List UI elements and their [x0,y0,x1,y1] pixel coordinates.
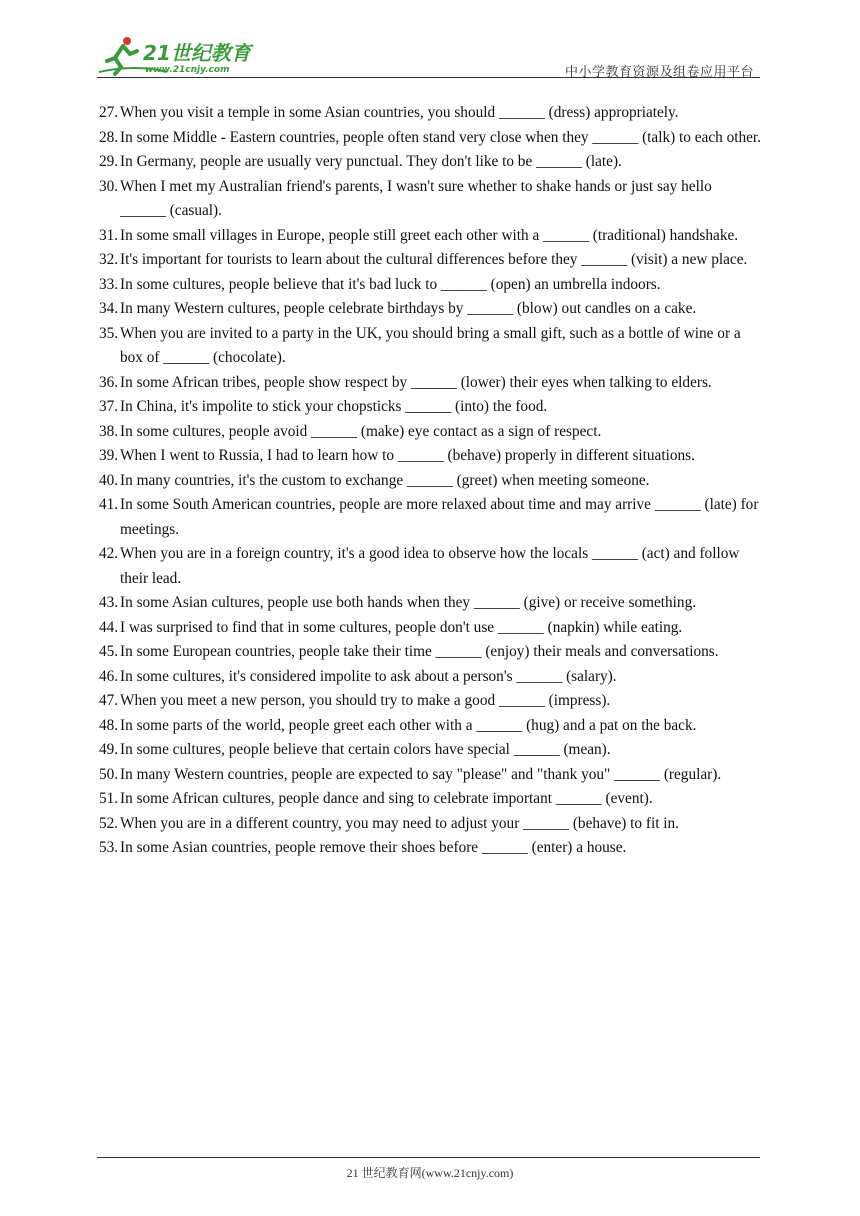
question-number: 31. [99,226,119,244]
question-text: In some African tribes, people show respect by ______ (lower) their eyes when talking to elders. [120,373,712,391]
question-item [99,273,761,298]
question-number: 47. [99,692,119,709]
question-number: 37. [99,398,119,415]
question-item [99,763,761,788]
question-number: 50. [99,765,119,783]
question-number: 48. [99,716,119,734]
question-number: 39. [99,447,119,464]
question-number: 33. [99,275,119,293]
question-number: 28. [99,128,119,146]
question-text: In some cultures, it's considered impolite to ask about a person's ______ (salary). [120,667,617,685]
question-text: In many countries, it's the custom to exchange ______ (greet) when meeting someone. [120,471,650,489]
question-item [99,126,761,151]
question-number: 43. [99,594,119,611]
question-item [99,469,761,494]
question-item [99,616,761,641]
question-item [99,224,761,249]
question-number: 46. [99,667,119,685]
question-number: 53. [99,839,119,856]
question-text: In some cultures, people believe that certain colors have special ______ (mean). [120,741,611,758]
logo-text: 21世纪教育 [143,41,251,65]
question-text: When I met my Australian friend's parents, I wasn't sure whether to shake hands or just say hello ______ (casual). [120,177,712,219]
question-item [99,591,761,616]
question-text: It's important for tourists to learn about the cultural differences before they ______ (visit) a new place. [120,251,748,268]
question-item [99,812,761,837]
question-item [99,738,761,763]
question-number: 41. [99,496,119,513]
question-number: 44. [99,618,119,636]
question-item [99,420,761,445]
question-number: 35. [99,324,119,342]
question-number: 29. [99,153,119,170]
question-number: 30. [99,177,119,195]
question-item [99,444,761,469]
question-text: When you are in a different country, you may need to adjust your ______ (behave) to fit in. [120,814,680,832]
question-text: In some Asian countries, people remove their shoes before ______ (enter) a house. [120,839,627,856]
question-item [99,371,761,396]
question-text: In some European countries, people take their time ______ (enjoy) their meals and conversations. [120,643,719,660]
footer-divider [97,1157,760,1158]
question-item [99,150,761,175]
question-item [99,248,761,273]
question-item [99,542,761,591]
question-item [99,665,761,690]
question-number: 38. [99,422,119,440]
question-text: In some Middle - Eastern countries, people often stand very close when they ______ (talk) to each other. [120,128,762,146]
question-number: 52. [99,814,119,832]
question-text: In some South American countries, people are more relaxed about time and may arrive ______ (late) for meetings. [120,496,759,538]
platform-name: 中小学教育资源及组卷应用平台 [564,65,754,80]
question-text: In some small villages in Europe, people still greet each other with a ______ (traditional) handshake. [120,226,739,244]
question-item [99,689,761,714]
question-text: In some Asian cultures, people use both hands when they ______ (give) or receive something. [120,594,697,611]
question-text: In China, it's impolite to stick your chopsticks ______ (into) the food. [120,398,548,415]
page-header [97,34,760,78]
question-number: 42. [99,545,119,562]
question-item [99,322,761,371]
page-footer: 21 世纪教育网(www.21cnjy.com) [346,1166,514,1180]
question-text: In many Western cultures, people celebrate birthdays by ______ (blow) out candles on a cake. [120,300,697,317]
question-number: 27. [99,104,119,121]
header-divider [97,77,760,78]
question-text: In some African cultures, people dance and sing to celebrate important ______ (event). [120,790,653,807]
question-number: 32. [99,251,119,268]
question-item [99,395,761,420]
question-number: 51. [99,790,119,807]
question-text: When you are invited to a party in the UK, you should bring a small gift, such as a bottle of wine or a box of ______ (chocolate). [120,324,741,366]
question-number: 34. [99,300,119,317]
question-text: In some cultures, people avoid ______ (make) eye contact as a sign of respect. [120,422,602,440]
question-number: 36. [99,373,119,391]
question-text: When I went to Russia, I had to learn how to ______ (behave) properly in different situations. [120,447,695,464]
question-list [99,101,761,861]
question-text: In some parts of the world, people greet each other with a ______ (hug) and a pat on the back. [120,716,697,734]
question-item [99,714,761,739]
question-text: In Germany, people are usually very punctual. They don't like to be ______ (late). [120,153,622,170]
question-number: 45. [99,643,119,660]
question-text: When you are in a foreign country, it's a good idea to observe how the locals ______ (act) and follow their lead. [120,545,740,587]
question-text: When you meet a new person, you should try to make a good ______ (impress). [120,692,611,709]
question-item [99,640,761,665]
question-number: 40. [99,471,119,489]
question-item [99,175,761,224]
question-item [99,836,761,861]
question-number: 49. [99,741,119,758]
question-text: In many Western countries, people are expected to say "please" and "thank you" ______ (regular). [120,765,722,783]
question-item [99,101,761,126]
question-item [99,787,761,812]
question-item [99,297,761,322]
question-text: When you visit a temple in some Asian countries, you should ______ (dress) appropriately. [120,104,679,121]
question-text: I was surprised to find that in some cultures, people don't use ______ (napkin) while eating. [120,618,683,636]
question-item [99,493,761,542]
logo-url: www.21cnjy.com [145,65,230,75]
question-text: In some cultures, people believe that it's bad luck to ______ (open) an umbrella indoors. [120,275,661,293]
site-logo [97,34,267,76]
